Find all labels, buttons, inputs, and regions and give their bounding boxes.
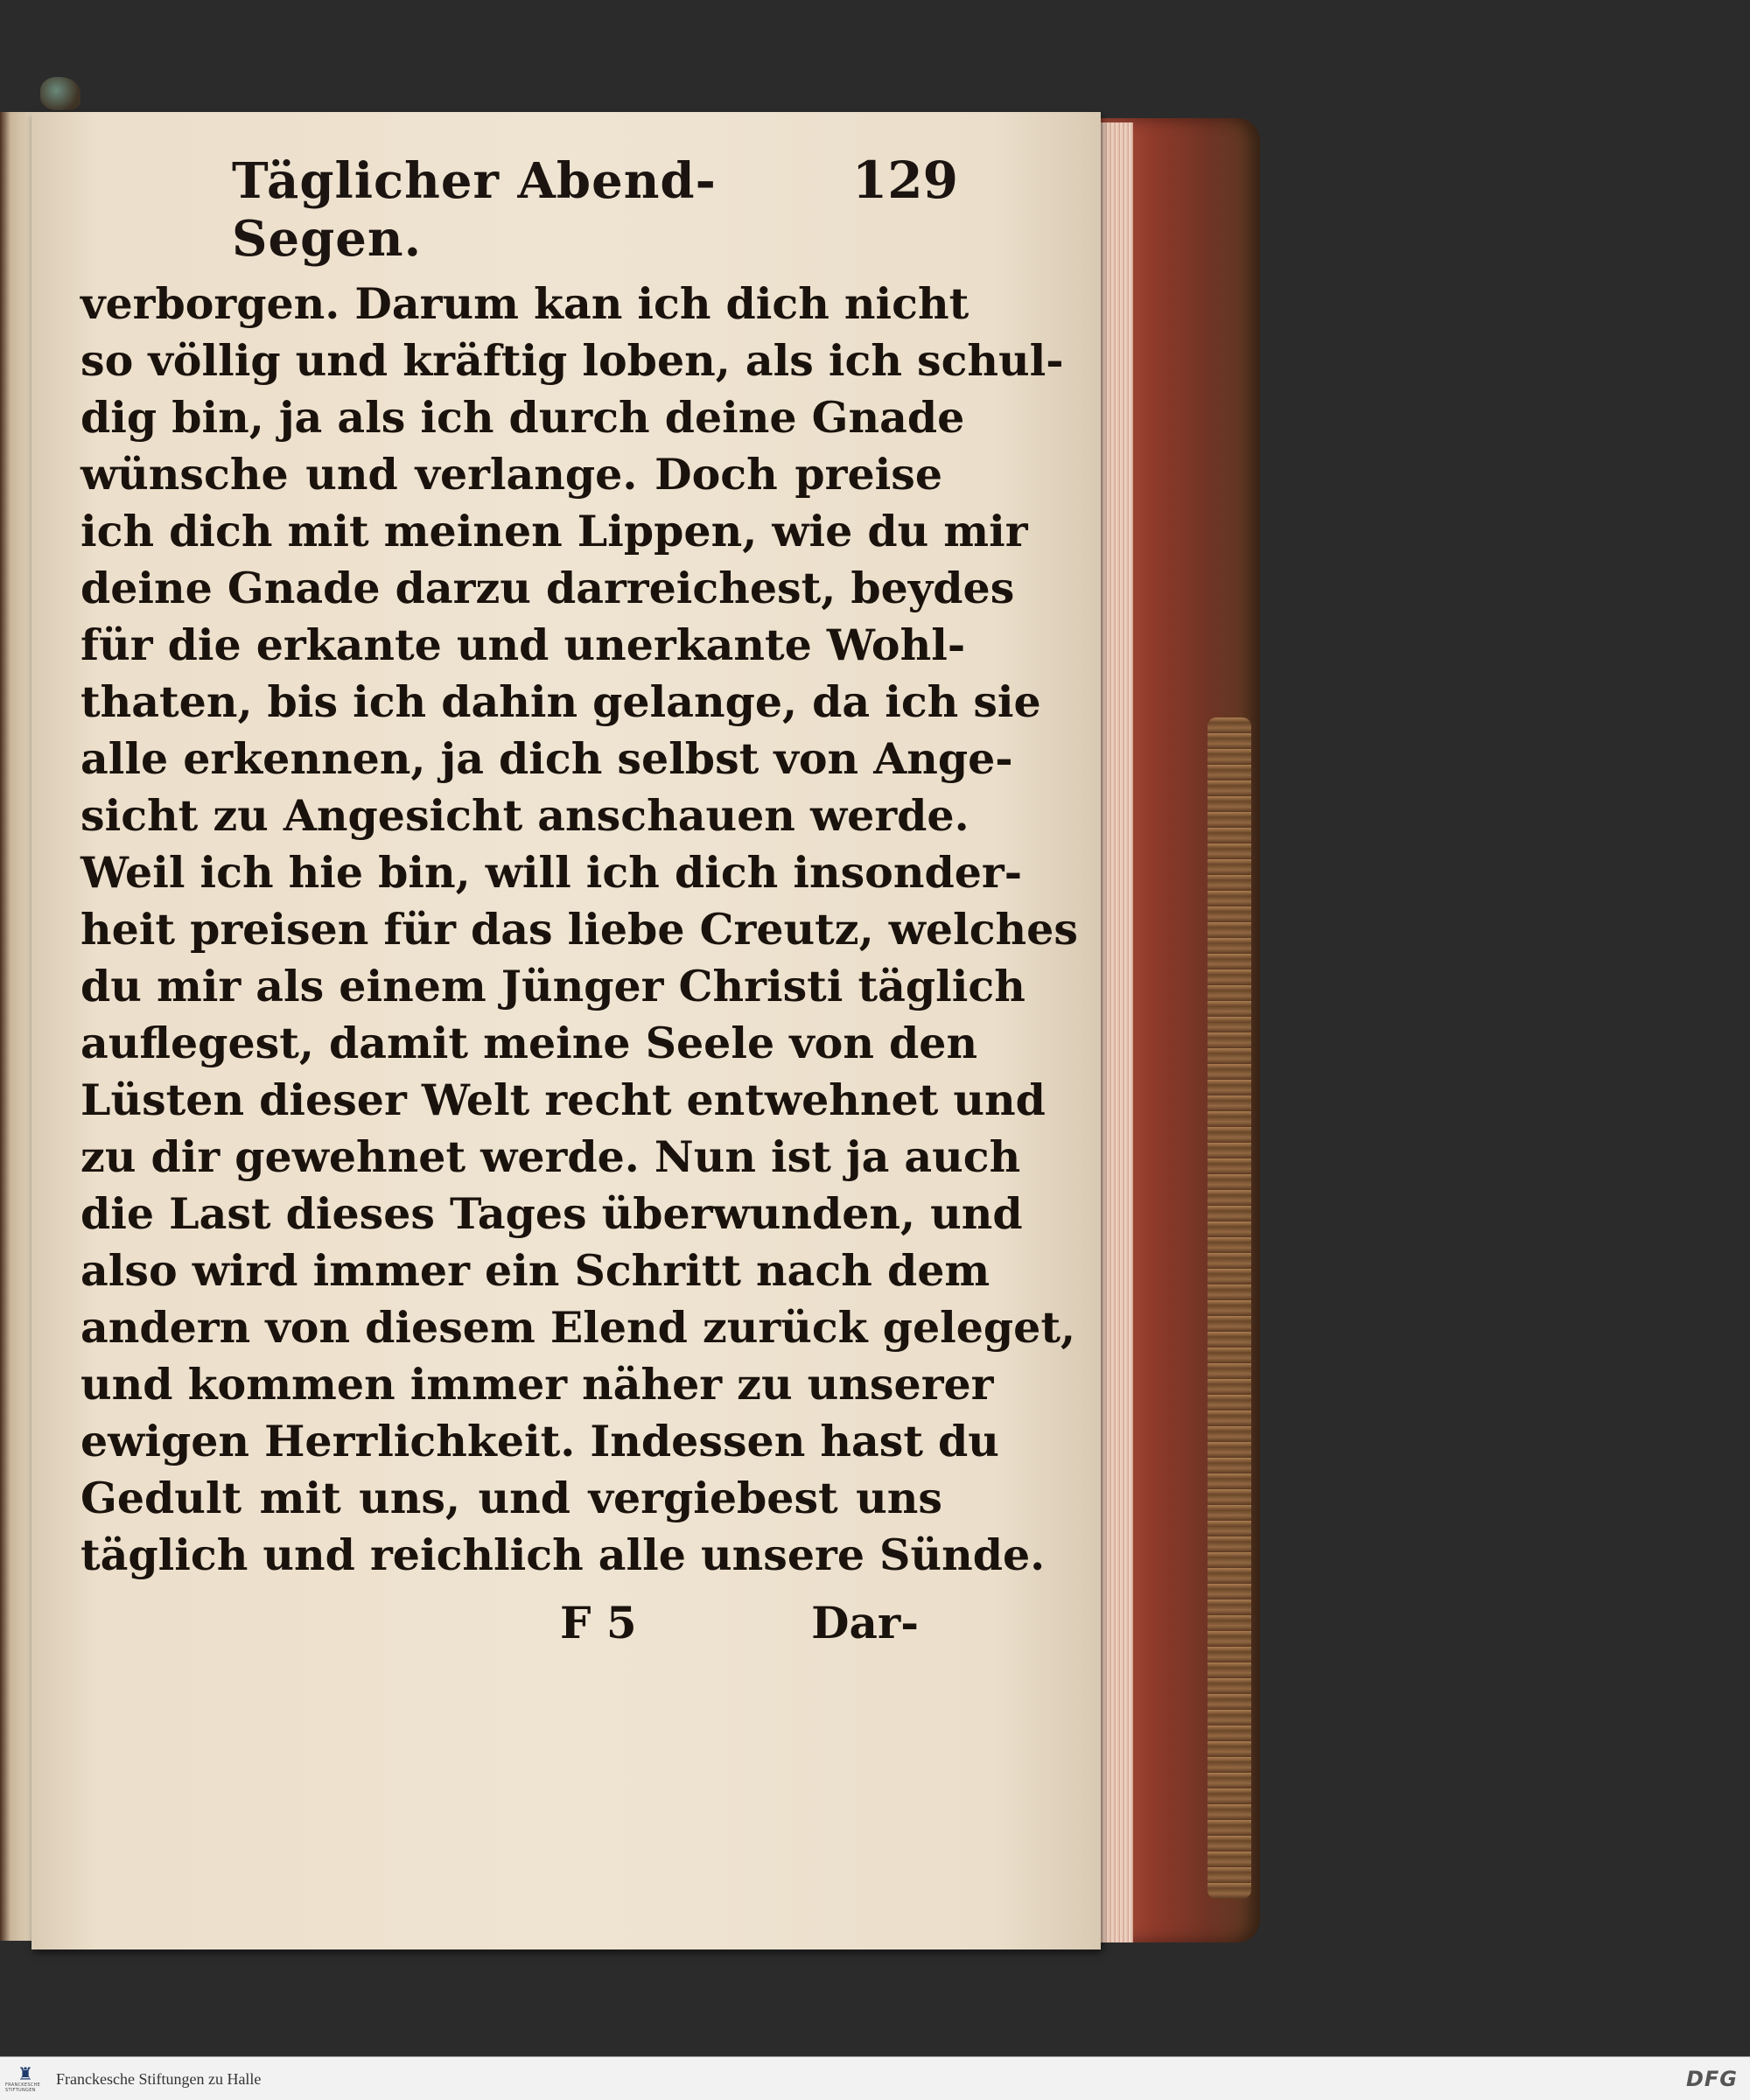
- page-footer: [560, 1597, 919, 1648]
- body-text: [80, 276, 1078, 1584]
- text-line: alle erkennen, ja dich selbst von Ange-: [80, 733, 1013, 784]
- text-line: Lüsten dieser Welt recht entwehnet und: [80, 1074, 1046, 1125]
- text-line: so völlig und kräftig loben, als ich schul-: [80, 335, 1064, 386]
- logo-text: FRANCKESCHE STIFTUNGEN: [5, 2082, 41, 2093]
- text-line: also wird immer ein Schritt nach dem: [80, 1245, 990, 1296]
- bookmark-ribbon: [40, 77, 80, 110]
- text-line: verborgen. Darum kan ich dich nicht: [80, 278, 970, 329]
- signature-mark: F 5: [560, 1597, 637, 1648]
- text-line: täglich und reichlich alle unsere Sünde.: [80, 1530, 1046, 1580]
- cover-wear: [1208, 718, 1251, 1899]
- text-line: für die erkante und unerkante Wohl-: [80, 620, 966, 670]
- text-line: zu dir gewehnet werde. Nun ist ja auch: [80, 1131, 1021, 1182]
- text-line: Weil ich hie bin, will ich dich insonder-: [80, 847, 1023, 898]
- institution-footer-bar: [0, 2056, 1750, 2100]
- page-header: [232, 150, 958, 268]
- institution-name: Franckesche Stiftungen zu Halle: [56, 2069, 262, 2088]
- text-line: die Last dieses Tages überwunden, und: [80, 1188, 1023, 1239]
- page-number: 129: [851, 150, 958, 210]
- text-line: auflegest, damit meine Seele von den: [80, 1018, 978, 1068]
- franckesche-stiftungen-logo-icon[interactable]: ♜ FRANCKESCHE STIFTUNGEN: [5, 2059, 46, 2099]
- text-line: ewigen Herrlichkeit. Indessen hast du: [80, 1416, 999, 1466]
- text-line: sicht zu Angesicht anschauen werde.: [80, 790, 970, 841]
- dfg-logo[interactable]: DFG: [1685, 2067, 1738, 2091]
- text-line: du mir als einem Jünger Christi täglich: [80, 961, 1026, 1012]
- text-line: dig bin, ja als ich durch deine Gnade: [80, 392, 965, 443]
- text-line: thaten, bis ich dahin gelange, da ich sie: [80, 676, 1041, 727]
- text-line: wünsche und verlange. Doch preise: [80, 449, 942, 500]
- page-fore-edge: [1098, 122, 1133, 1942]
- text-line: deine Gnade darzu darreichest, beydes: [80, 563, 1015, 613]
- text-line: und kommen immer näher zu unserer: [80, 1359, 994, 1410]
- text-line: Gedult mit uns, und vergiebest uns: [80, 1473, 942, 1523]
- text-line: andern von diesem Elend zurück geleget,: [80, 1302, 1076, 1353]
- text-line: ich dich mit meinen Lippen, wie du mir: [80, 506, 1028, 556]
- text-line: heit preisen für das liebe Creutz, welches: [80, 904, 1078, 955]
- catchword: Dar-: [811, 1597, 919, 1648]
- running-title: Täglicher Abend-Segen.: [232, 152, 717, 268]
